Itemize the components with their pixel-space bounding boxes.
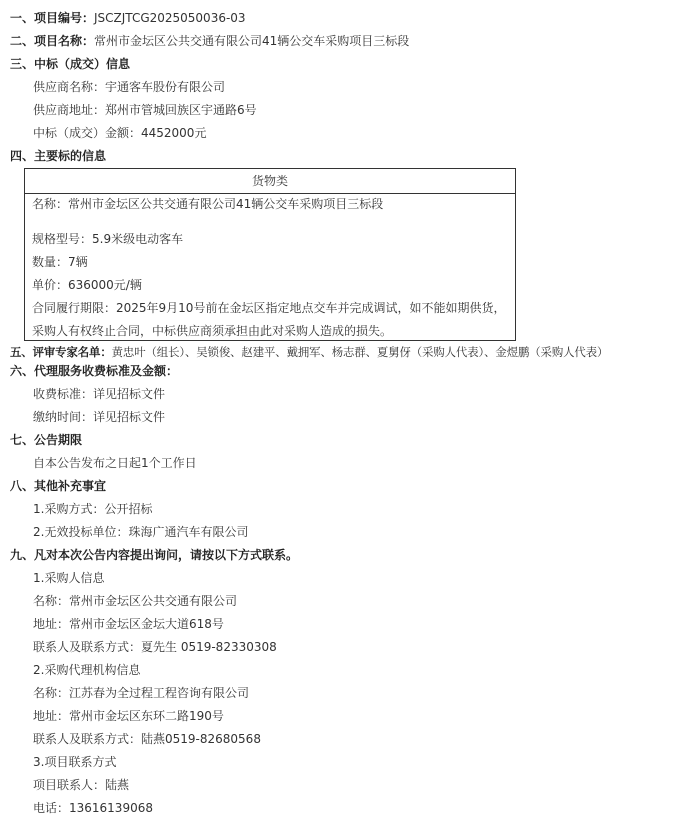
- supplier-name: 供应商名称：宇通客车股份有限公司: [33, 80, 226, 94]
- project-number-label: 一、项目编号：: [10, 11, 95, 25]
- expert-list-line: [10, 344, 608, 360]
- project-name-value: 常州市金坛区公共交通有限公司41辆公交车采购项目三标段: [94, 34, 410, 48]
- goods-name: 名称：常州市金坛区公共交通有限公司41辆公交车采购项目三标段: [32, 197, 384, 211]
- section-award-title: 三、中标（成交）信息: [10, 57, 131, 71]
- notice-period-text: 自本公告发布之日起1个工作日: [33, 456, 197, 470]
- section-main-subject-title: 四、主要标的信息: [10, 149, 107, 163]
- agency-contact: 联系人及联系方式：陆燕0519-82680568: [33, 732, 261, 746]
- supplier-address: 供应商地址：郑州市管城回族区宇通路6号: [33, 103, 257, 117]
- award-amount: 中标（成交）金额：4452000元: [33, 126, 207, 140]
- goods-quantity: 数量：7辆: [32, 255, 88, 269]
- expert-list-value: 黄忠叶（组长）、吴锁俊、赵建平、戴拥军、杨志群、夏舅伢（采购人代表）、金煜鹏（采购人代表）: [111, 345, 609, 359]
- section-other-matters-title: 八、其他补充事宜: [10, 479, 107, 493]
- buyer-contact: 联系人及联系方式：夏先生 0519-82330308: [33, 640, 277, 654]
- section-contact-title: 九、凡对本次公告内容提出询问，请按以下方式联系。: [10, 548, 299, 562]
- project-name-label: 二、项目名称：: [10, 34, 95, 48]
- goods-unit-price: 单价：636000元/辆: [32, 278, 142, 292]
- buyer-address: 地址：常州市金坛区金坛大道618号: [33, 617, 224, 631]
- expert-list-label: 五、评审专家名单：: [10, 345, 112, 359]
- project-name-line: [10, 33, 409, 49]
- fee-payment-time: 缴纳时间：详见招标文件: [33, 410, 166, 424]
- agency-address: 地址：常州市金坛区东环二路190号: [33, 709, 224, 723]
- invalid-bidder: 2.无效投标单位：珠海广通汽车有限公司: [33, 525, 249, 539]
- agency-name: 名称：江苏春为全过程工程咨询有限公司: [33, 686, 250, 700]
- buyer-info-title: 1.采购人信息: [33, 571, 105, 585]
- section-agency-fee-title: 六、代理服务收费标准及金额：: [10, 364, 179, 378]
- project-number-line: [10, 10, 246, 26]
- buyer-name: 名称：常州市金坛区公共交通有限公司: [33, 594, 238, 608]
- project-contact-phone: 电话：13616139068: [33, 801, 153, 815]
- procurement-method: 1.采购方式：公开招标: [33, 502, 153, 516]
- section-notice-period-title: 七、公告期限: [10, 433, 83, 447]
- goods-contract-line2: 采购人有权终止合同，中标供应商须承担由此对采购人造成的损失。: [32, 324, 393, 338]
- fee-standard: 收费标准：详见招标文件: [33, 387, 166, 401]
- project-contact-title: 3.项目联系方式: [33, 755, 117, 769]
- goods-model: 规格型号：5.9米级电动客车: [32, 232, 184, 246]
- goods-table: [24, 168, 516, 341]
- goods-contract-line1: 合同履行期限：2025年9月10号前在金坛区指定地点交车并完成调试，如不能如期供货，: [32, 301, 506, 315]
- project-number-value: JSCZJTCG2025050036-03: [94, 11, 246, 25]
- goods-table-header: 货物类: [25, 169, 515, 194]
- project-contact-person: 项目联系人：陆燕: [33, 778, 130, 792]
- agency-info-title: 2.采购代理机构信息: [33, 663, 141, 677]
